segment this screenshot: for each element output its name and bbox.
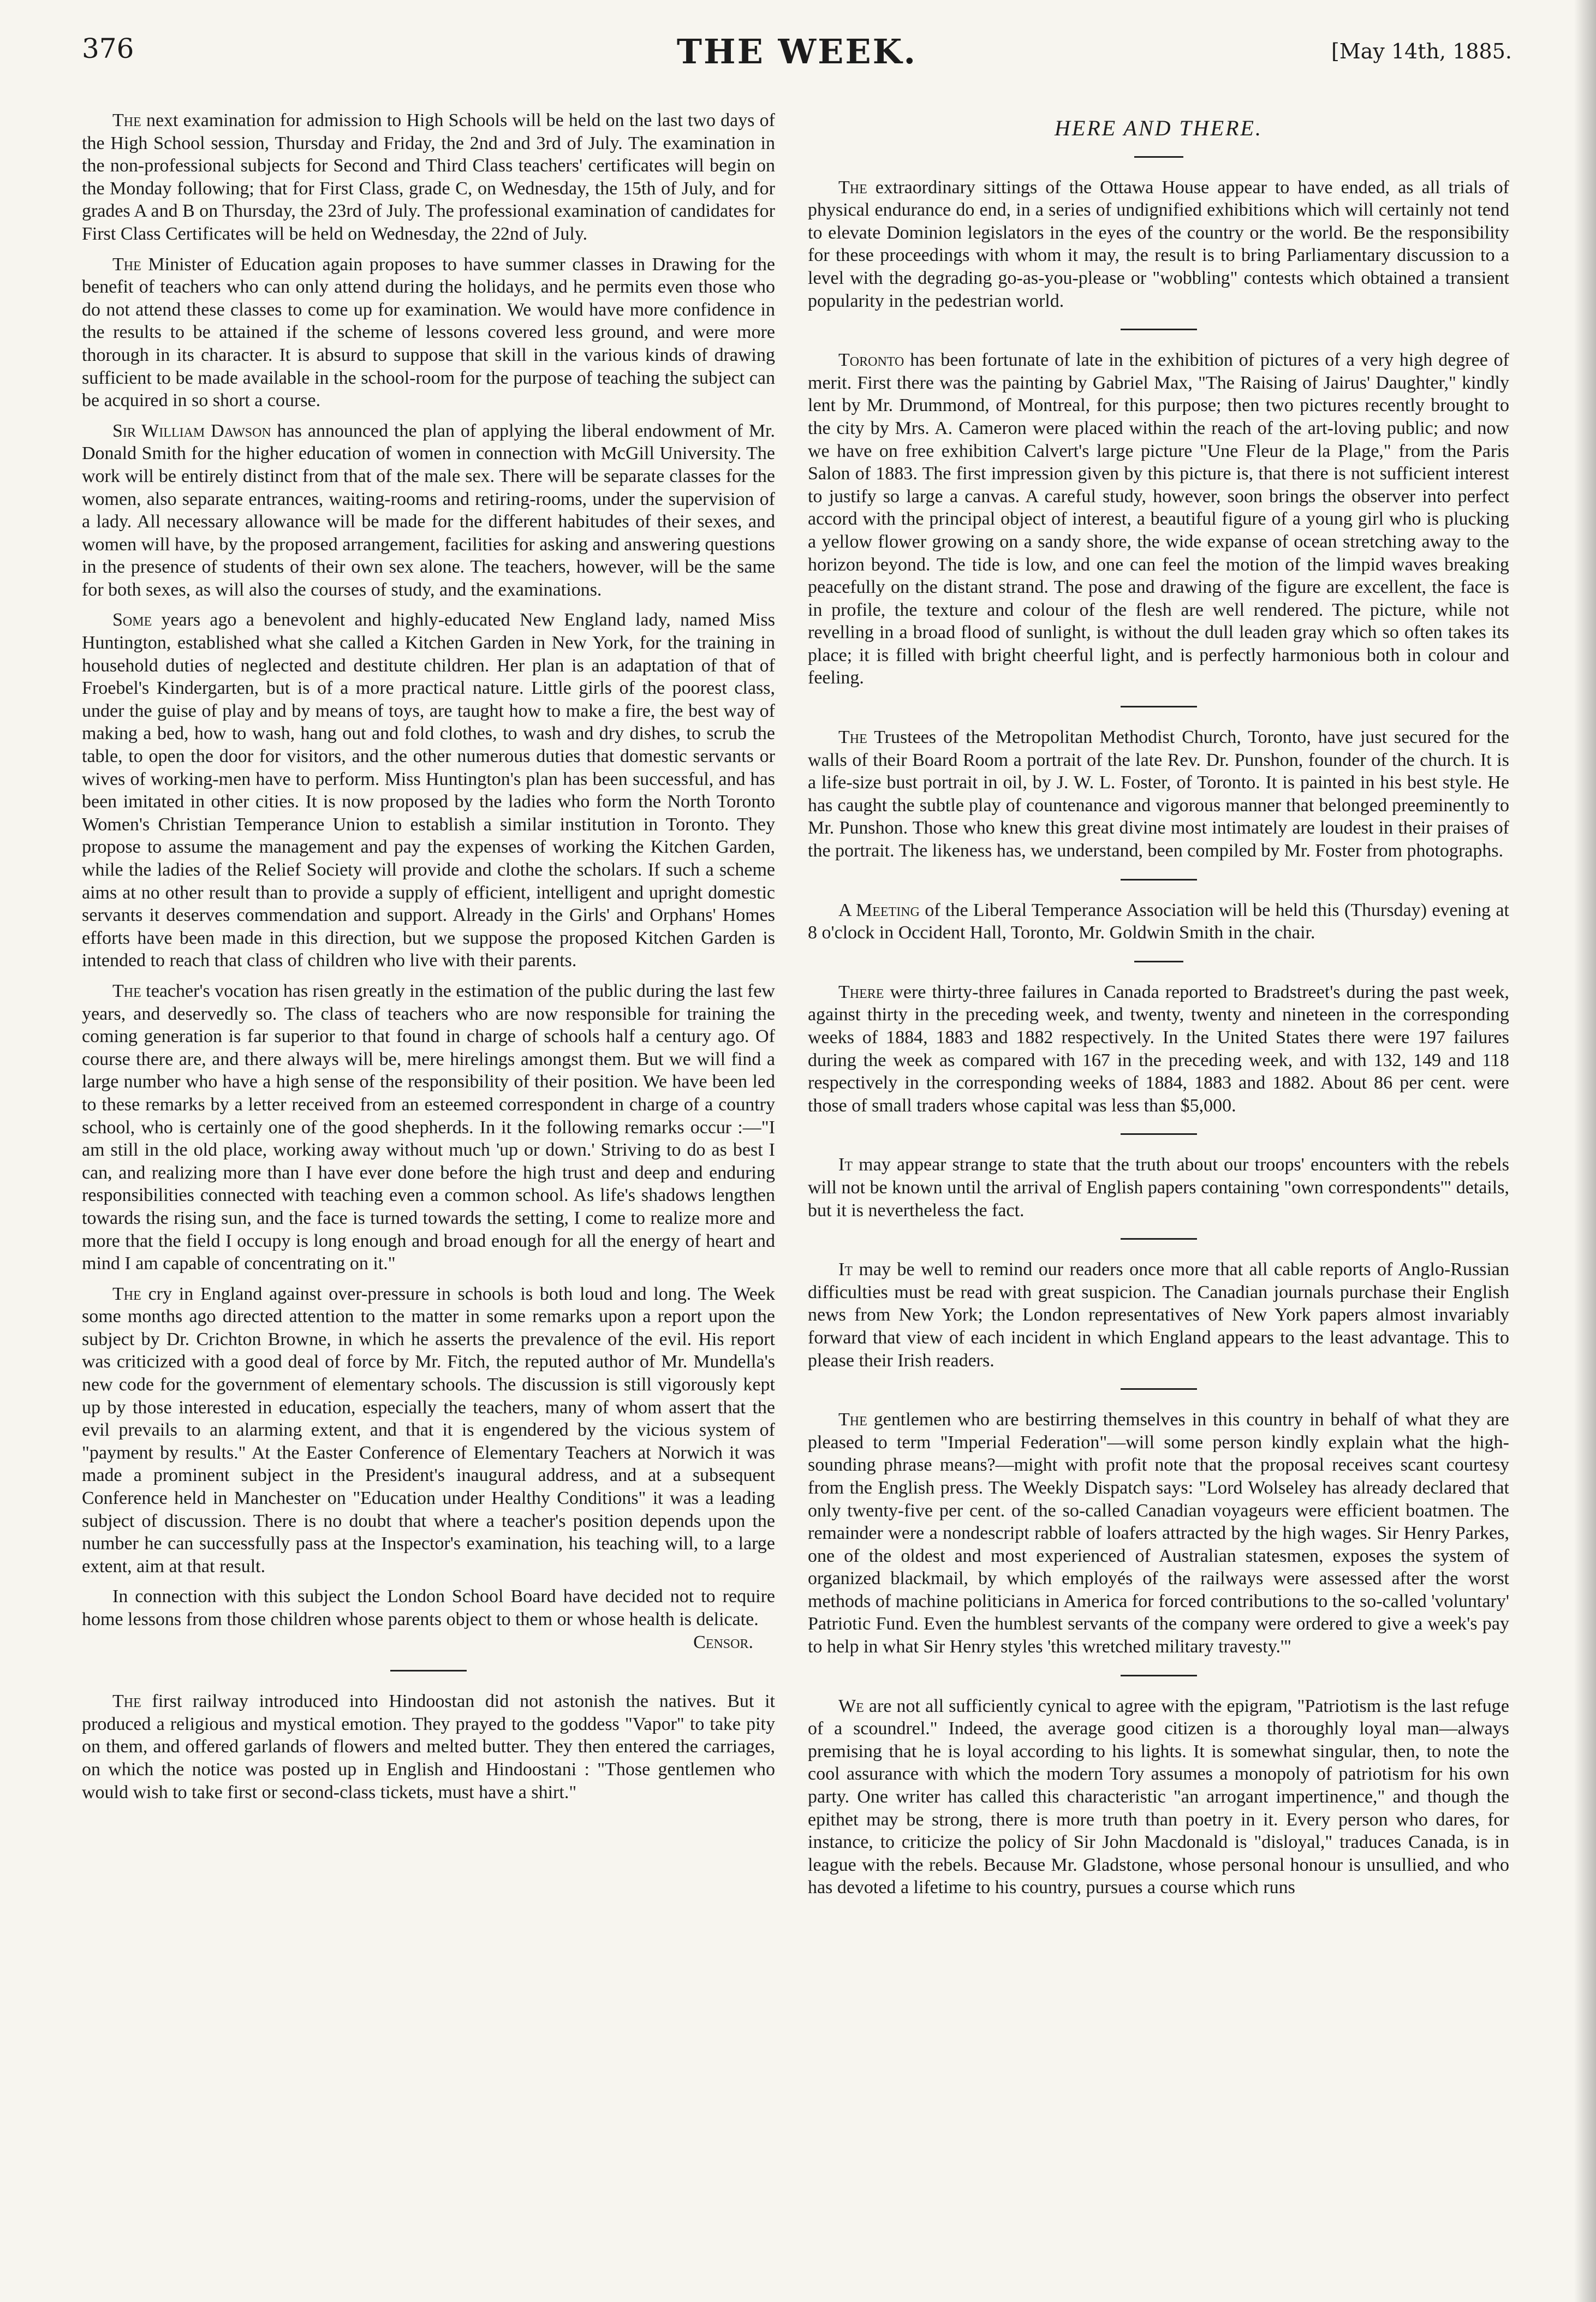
article-punshon-portrait: The Trustees of the Metropolitan Methodist Church, Toronto, have just secured for the walls of their Board Room a portrait of the late Rev. Dr. Punshon, founder of the church. It is a life-size bust portrait in oil, by J. W. L. Foster, of Toronto. It is painted in his best style. He has caught the subtle play of countenance and vigorous manner that belonged preeminently to Mr. Punshon. Those who knew this great divine most intimately are loudest in their praises of the portrait. The likeness has, we understand, been compiled by Mr. Foster from photographs. (808, 727, 1509, 861)
article-troops-truth: It may appear strange to state that the truth about our troops' encounters with the rebels will not be known until the arrival of English papers containing "own correspondents'" details, but it is nevertheless the fact. (808, 1155, 1509, 1221)
article-hindoostan-railway: The first railway introduced into Hindoostan did not astonish the natives. But it produced a religious and mystical emotion. They prayed to the goddess "Vapor" to take pity on them, and offered garlands of flowers and melted butter. They then entered the carriages, on which the notice was posted up in English and Hindoostani : "Those gentlemen who would wish to take first or second-class tickets, must have a shirt." (82, 1691, 775, 1803)
divider (1134, 961, 1183, 962)
divider (1121, 879, 1197, 881)
article-over-pressure: The cry in England against over-pressure in schools is both loud and long. The Week some months ago directed attention to the matter in some remarks upon a report upon the subject by Dr. Crichton Browne, in which he asserts the prevalence of the evil. His report was criticized with a good deal of force by Mr. Fitch, the reputed author of Mr. Mundella's new code for the government of elementary schools. The discussion is still vigorously kept up by those interested in education, especially the teachers, many of whom assert that the evil prevails to an alarming extent, and that it is engendered by the vicious system of "payment by results." At the Easter Conference of Elementary Teachers at Norwich it was made a prominent subject in the President's inaugural address, and at a subsequent Conference held in Manchester on "Education under Healthy Conditions" it was a leading subject of discussion. There is no doubt that where a teacher's position depends upon the number he can successfully pass at the Inspector's examination, his teaching will, to a large extent, aim at that result. (82, 1283, 775, 1577)
masthead-title: THE WEEK. (676, 32, 918, 72)
article-temperance-meeting: A Meeting of the Liberal Temperance Association will be held this (Thursday) evening at 8 o'clock in Occident Hall, Toronto, Mr. Goldwin Smith in the chair. (808, 900, 1510, 943)
divider (390, 1670, 467, 1672)
article-kitchen-garden: Some years ago a benevolent and highly-educated New England lady, named Miss Huntington, established what she called a Kitchen Garden in New York, for the training in household duties of neglected and destitute children. Her plan is an adaptation of that of Froebel's Kindergarten, but is of a more practical nature. Little girls of the poorest class, under the guise of play and by means of toys, are taught how to make a fire, the best way of making a bed, how to wash, hang out and fold clothes, to wash and dry dishes, to scrub the table, to open the door for visitors, and the other numerous duties that domestic servants or wives of working-men have to perform. Miss Huntington's plan has been successful, and has been imitated in other cities. It is now proposed by the ladies who form the North Toronto Women's Christian Temperance Union to establish a similar institution in Toronto. They propose to assume the management and pay the expenses of working the Kitchen Garden, while the ladies of the Relief Society will provide and clothe the scholars. If such a scheme aims at no other result than to provide a supply of efficient, intelligent and upright domestic servants it deserves commendation and support. Already in the Girls' and Orphans' Homes efforts have been made in this direction, but we suppose the proposed Kitchen Garden is intended to reach that class of children who live with their parents. (82, 610, 775, 971)
article-home-lessons: In connection with this subject the London School Board have decided not to require home lessons from those children whose parents object to them or whose health is delicate. (82, 1586, 775, 1629)
left-column (82, 109, 775, 1811)
signature: Censor. (693, 1632, 753, 1652)
article-imperial-federation: The gentlemen who are bestirring themselves in this country in behalf of what they are pleased to term "Imperial Federation"—will some person kindly explain what the high-sounding phrase means?—might with profit note that the proposal receives scant courtesy from the English press. The Weekly Dispatch says: "Lord Wolseley has already declared that only twenty-five per cent. of the so-called Canadian voyageurs were efficient boatmen. The remainder were a nondescript rabble of loafers attracted by the high wages. Sir Henry Parkes, one of the oldest and most experienced of Australian statesmen, exposes the system of organized blackmail, by which employés of the railways were assessed after the worst methods of machine politicians in America for forced contributions to the so-called 'voluntary' Patriotic Fund. Even the humblest servants of the company were ordered to give a week's pay to help in what Sir Henry styles 'this wretched military travesty.'" (808, 1409, 1509, 1657)
divider (1121, 329, 1197, 330)
issue-date: [May 14th, 1885. (1331, 39, 1512, 63)
divider (1134, 156, 1183, 158)
page-number: 376 (82, 33, 134, 64)
article-patriotism: We are not all sufficiently cynical to agree with the epigram, "Patriotism is the last refuge of a scoundrel." Indeed, the average good citizen is a thoroughly loyal man—always premising that he is loyal according to his lights. It is somewhat singular, then, to note the cool assurance with which the modern Tory assumes a monopoly of patriotism for his own party. One writer has called this characteristic "an arrogant impertinence," and though the epithet may be strong, there is more truth than poetry in it. Every person who dares, for instance, to criticize the policy of Sir John Macdonald is "disloyal," traduces Canada, is in league with the rebels. Because Mr. Gladstone, whose personal honour is unsullied, and who has devoted a lifetime to his country, pursues a course which runs (808, 1696, 1509, 1898)
divider (1121, 1133, 1197, 1135)
divider (1121, 706, 1197, 707)
page-header (82, 33, 1512, 98)
article-cable-reports: It may be well to remind our readers once more that all cable reports of Anglo-Russian difficulties must be read with great suspicion. The Canadian journals purchase their English news from New York; the London representatives of New York papers almost invariably forward that view of each incident in which England appears to the least advantage. This to please their Irish readers. (808, 1259, 1509, 1371)
section-title: HERE AND THERE. (1055, 116, 1262, 140)
page-edge-shadow (1574, 0, 1596, 2302)
article-failures: There were thirty-three failures in Canada reported to Bradstreet's during the past week, against thirty in the preceding week, and twenty, twenty and nineteen in the corresponding weeks of 1884, 1883 and 1882 respectively. In the United States there were 197 failures during the week as compared with 167 in the preceding week, and with 132, 149 and 118 respectively in the corresponding weeks of 1884, 1883 and 1882. About 86 per cent. were those of small traders whose capital was less than $5,000. (808, 982, 1509, 1116)
article-ottawa-house: The extraordinary sittings of the Ottawa House appear to have ended, as all trials of physical endurance do end, in a series of undignified exhibitions which will certainly not tend to elevate Dominion legislators in the eyes of the country or the world. Be the responsibility for these proceedings with whom it may, the result is to bring Parliamentary discussion to a level with the degrading go-as-you-please or "wobbling" contests which obtained a transient popularity in the pedestrian world. (808, 177, 1509, 311)
divider (1121, 1388, 1197, 1390)
article-teachers-vocation: The teacher's vocation has risen greatly in the estimation of the public during the last few years, and deservedly so. The class of teachers who are now responsible for training the coming generation is far superior to that found in charge of schools half a century ago. Of course there are, and there always will be, mere hirelings amongst them. But we will find a large number who have a high sense of the responsibility of their position. We have been led to these remarks by a letter received from an esteemed correspondent in charge of a country school, who is certainly one of the good shepherds. In it the following remarks occur :—"I am still in the old place, working away without much 'up or down.' Striving to do as best I can, and realizing more than I have ever done before the high trust and deep and enduring responsibilities connected with teaching even a common school. As life's shadows lengthen towards the rising sun, and the face is turned towards the setting, I come to realize more and more that the field I occupy is long enough and broad enough for all the energy of heart and mind I am capable of concentrating on it." (82, 980, 775, 1274)
article-drawing-classes: The Minister of Education again proposes to have summer classes in Drawing for the benefit of teachers who can only attend during the holidays, and he permits even those who do not attend these classes to come up for examination. We would have more confidence in the results to be attained if the scheme of lessons covered less ground, and were more thorough in its character. It is absurd to suppose that skill in the various kinds of drawing sufficient to be made available in the school-room for the purpose of teaching the subject can be acquired in so short a course. (82, 254, 775, 411)
article-high-school-exams: The next examination for admission to High Schools will be held on the last two days of the High School session, Thursday and Friday, the 2nd and 3rd of July. The examination in the non-professional subjects for Second and Third Class teachers' certificates will begin on the Monday following; that for First Class, grade C, on Wednesday, the 15th of July, and for grades A and B on Thursday, the 23rd of July. The professional examination of candidates for First Class Certificates will be held on Wednesday, the 22nd of July. (82, 110, 775, 244)
article-toronto-pictures: Toronto has been fortunate of late in the exhibition of pictures of a very high degree of merit. First there was the painting by Gabriel Max, "The Raising of Jairus' Daughter," kindly lent by Mr. Drummond, of Montreal, for this purpose; then two pictures recently brought to the city by Mrs. A. Cameron were placed within the reach of the art-loving public; and now we have on free exhibition Calvert's large picture "Une Fleur de la Plage," from the Paris Salon of 1883. The first impression given by this picture is, that there is not sufficient interest to justify so large a canvas. A careful study, however, soon brings the observer into perfect accord with the principal object of interest, a beautiful figure of a young girl who is plucking a yellow flower growing on a sandy shore, the wide expanse of ocean stretching away to the horizon beyond. The tide is low, and one can feel the motion of the limpid waves breaking peacefully on the distant strand. The pose and drawing of the figure are excellent, the face is in profile, the texture and colour of the flesh are well rendered. The picture, while not revelling in a broad flood of sunlight, is without the dull leaden gray which so often takes its place; it is filled with bright cheerful light, and is perfectly harmonious both in colour and feeling. (808, 350, 1509, 688)
right-column (808, 109, 1509, 1907)
divider (1121, 1238, 1197, 1240)
article-mcgill-women: Sir William Dawson has announced the plan of applying the liberal endowment of Mr. Donald Smith for the higher education of women in connection with McGill University. The work will be entirely distinct from that of the male sex. There will be separate classes for the women, also separate entrances, waiting-rooms and retiring-rooms, under the supervision of a lady. All necessary allowance will be made for the different habitudes of their sexes, and women will have, by the proposed arrangement, facilities for asking and answering questions in the presence of students of their own sex alone. The teachers, however, will be the same for both sexes, as will also the courses of study, and the examinations. (82, 420, 775, 600)
divider (1121, 1675, 1197, 1676)
